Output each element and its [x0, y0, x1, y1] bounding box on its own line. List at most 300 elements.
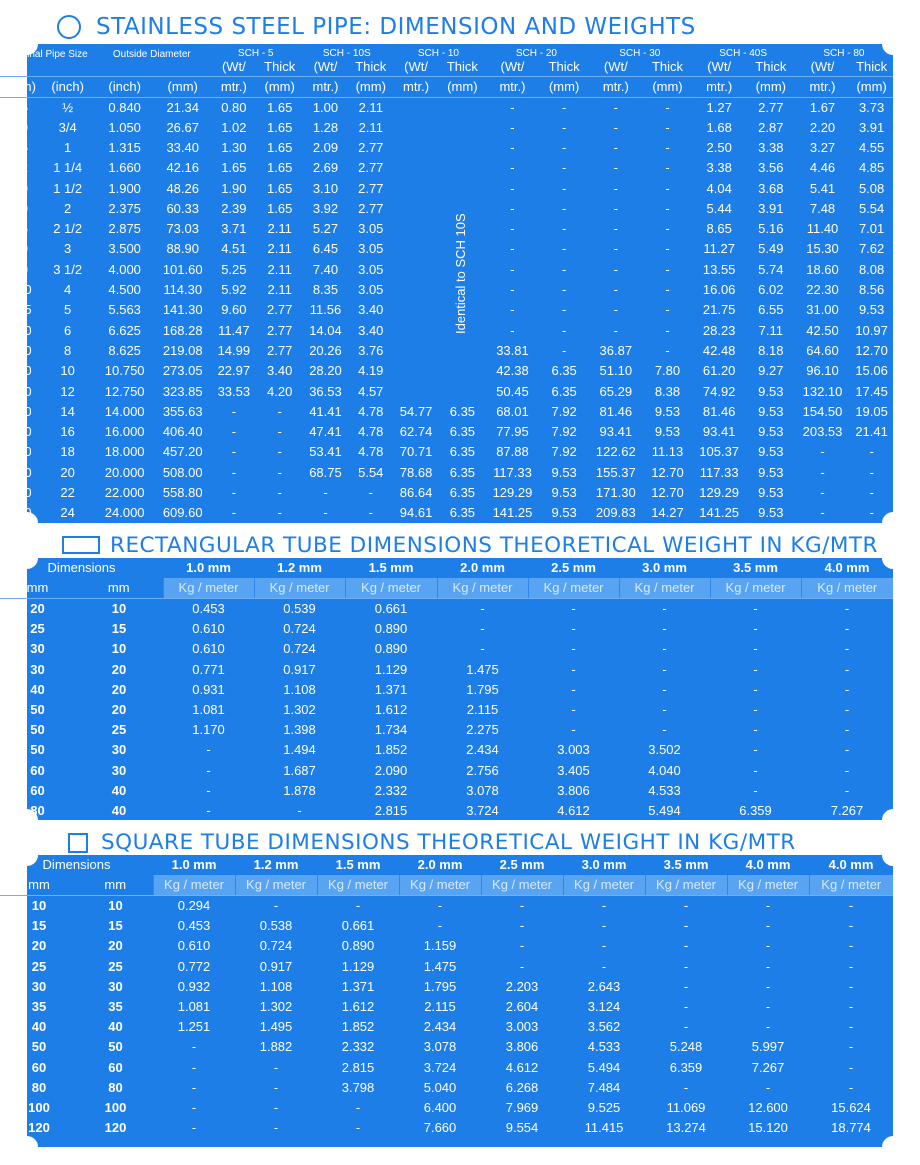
table-cell: -: [613, 322, 618, 338]
table-cell: 0.538: [259, 918, 293, 934]
table-cell: -: [665, 342, 670, 358]
table-cell: 3.56: [758, 160, 784, 176]
table-cell: 0.453: [192, 601, 225, 617]
table-cell: -: [820, 505, 825, 521]
table-cell: 0.453: [177, 918, 211, 934]
table-cell: 11.56: [309, 302, 342, 318]
table-cell: 273.05: [162, 363, 203, 379]
table-cell: 550: [9, 484, 32, 500]
table-cell: -: [844, 601, 850, 617]
table-cell: 18.000: [104, 444, 145, 460]
table-cell: 4.78: [358, 403, 384, 419]
table-cell: 78.68: [399, 464, 433, 480]
table-cell: -: [844, 702, 850, 718]
table-cell: 93.41: [599, 424, 633, 440]
table-cell: 6: [64, 322, 72, 338]
dimension-unit: mm: [0, 875, 78, 896]
table-cell: 93.41: [702, 424, 736, 440]
table-row: [0, 1118, 893, 1138]
table-cell: -: [820, 444, 825, 460]
table-cell: 129.29: [699, 484, 740, 500]
table-row: [0, 260, 893, 280]
table-cell: 1.129: [374, 661, 408, 677]
table-cell: 0.771: [192, 661, 225, 677]
table-cell: 3.502: [648, 742, 681, 758]
table-cell: 16.06: [702, 282, 736, 298]
table-cell: 1.612: [341, 999, 375, 1015]
table-cell: -: [869, 444, 874, 460]
pipe-header-blank: [0, 60, 210, 76]
table-cell: 62.74: [399, 424, 433, 440]
table-cell: 5.54: [358, 464, 384, 480]
table-cell: 65.29: [599, 383, 633, 399]
table-cell: 1.65: [267, 180, 293, 196]
table-cell: 0.772: [177, 958, 211, 974]
table-cell: 5.54: [858, 200, 885, 216]
table-cell: [440, 97, 485, 118]
table-cell: 2.09: [312, 139, 339, 155]
table-cell: 21.75: [702, 302, 736, 318]
pipe-header-unit: (mm): [644, 76, 692, 97]
table-cell: 6.55: [758, 302, 784, 318]
table-cell: 7.267: [830, 802, 864, 818]
table-cell: -: [613, 139, 618, 155]
table-cell: -: [206, 762, 211, 778]
table-cell: 154.50: [802, 403, 843, 419]
table-cell: 3.40: [267, 363, 293, 379]
table-cell: -: [848, 938, 854, 954]
table-cell: 14.04: [309, 322, 342, 338]
table-cell: -: [510, 261, 515, 277]
table-cell: 87.88: [496, 444, 529, 460]
pipe-header-group: Outside Diameter: [112, 49, 191, 60]
table-row: [0, 1017, 893, 1037]
table-cell: 14: [60, 403, 75, 419]
table-cell: -: [191, 1099, 197, 1115]
table-cell: 114.30: [163, 282, 203, 298]
pipe-header-unit: mtr.): [795, 76, 850, 97]
table-cell: -: [662, 681, 667, 697]
table-cell: -: [844, 722, 850, 738]
table-cell: -: [510, 180, 515, 196]
table-cell: 20: [30, 601, 45, 617]
table-cell: 2.815: [374, 802, 408, 818]
table-cell: 68.75: [309, 464, 342, 480]
table-cell: -: [601, 958, 607, 974]
table-cell: 10.750: [104, 363, 145, 379]
pipe-header-unit: mtr.): [210, 76, 258, 97]
table-cell: 15.06: [855, 363, 888, 379]
table-cell: 18.774: [831, 1120, 871, 1136]
dimension-unit: mm: [0, 578, 75, 599]
table-cell: 6.35: [449, 484, 476, 500]
table-cell: 209.83: [595, 505, 636, 521]
table-cell: -: [869, 505, 874, 521]
table-cell: 41.41: [309, 403, 342, 419]
table-cell: -: [277, 444, 282, 460]
table-cell: 64.60: [806, 342, 839, 358]
table-cell: 323.85: [162, 383, 203, 399]
table-cell: 3.078: [466, 782, 499, 798]
table-cell: 2.77: [358, 180, 384, 196]
table-cell: -: [662, 621, 667, 637]
table-cell: 32: [13, 160, 28, 176]
table-cell: 0.890: [374, 621, 408, 637]
table-cell: 9.60: [221, 302, 247, 318]
table-cell: 1.371: [374, 681, 408, 697]
dimensions-label: Dimensions: [42, 857, 111, 873]
table-row: [0, 463, 893, 483]
table-cell: 1.795: [466, 681, 499, 697]
square-icon: [68, 833, 88, 853]
table-cell: -: [355, 898, 361, 914]
table-cell: 3.003: [505, 1019, 539, 1035]
table-cell: 558.80: [162, 484, 203, 500]
table-cell: -: [613, 261, 618, 277]
table-row: [0, 619, 893, 639]
table-cell: 0.610: [192, 621, 225, 637]
table-cell: [392, 300, 440, 320]
table-cell: 3.73: [858, 99, 885, 115]
table-cell: -: [665, 160, 670, 176]
pipe-header-unit: (mm): [540, 76, 588, 97]
table-cell: -: [753, 661, 758, 677]
table-cell: 2.11: [358, 119, 383, 135]
table-cell: 5.997: [751, 1039, 785, 1055]
table-cell: -: [613, 302, 618, 318]
table-row: [0, 341, 893, 361]
table-cell: 2.11: [267, 261, 292, 277]
table-cell: 203.53: [802, 424, 843, 440]
table-cell: -: [437, 898, 443, 914]
table-cell: -: [753, 742, 758, 758]
table-cell: 141.25: [492, 505, 533, 521]
table-cell: 15: [108, 918, 123, 934]
table-cell: -: [683, 978, 689, 994]
table-cell: 129.29: [492, 484, 533, 500]
table-cell: -: [844, 681, 850, 697]
table-cell: 14.27: [651, 505, 684, 521]
thickness-header: 3.0 mm: [642, 560, 687, 576]
table-cell: 1.612: [374, 702, 408, 718]
table-cell: 4.533: [587, 1039, 621, 1055]
table-cell: -: [601, 898, 607, 914]
table-cell: 6.359: [669, 1059, 703, 1075]
table-cell: 2: [64, 200, 72, 216]
table-cell: 4.04: [706, 180, 732, 196]
table-cell: 20: [60, 464, 75, 480]
table-cell: 12.70: [855, 342, 888, 358]
table-cell: 4.612: [557, 802, 590, 818]
kg-per-meter-label: Kg / meter: [437, 578, 528, 599]
table-cell: 3.124: [587, 999, 621, 1015]
table-cell: -: [662, 641, 667, 657]
table-cell: 20: [108, 938, 123, 954]
table-cell: 9.53: [654, 403, 681, 419]
table-cell: 1.050: [108, 119, 141, 135]
table-cell: 96.10: [806, 363, 839, 379]
table-cell: 9.27: [758, 363, 784, 379]
table-row: [0, 97, 893, 118]
table-cell: 18: [60, 444, 75, 460]
table-cell: -: [665, 322, 670, 338]
table-row: [0, 660, 893, 680]
thickness-header: 3.5 mm: [733, 560, 778, 576]
table-cell: 122.62: [595, 444, 636, 460]
table-cell: [440, 361, 485, 381]
table-cell: 1.67: [809, 99, 836, 115]
table-cell: 40: [13, 180, 28, 196]
table-cell: 1.081: [192, 702, 225, 718]
table-cell: 7.11: [758, 322, 783, 338]
table-cell: 5.563: [108, 302, 141, 318]
table-cell: -: [510, 119, 515, 135]
table-cell: 1.878: [283, 782, 316, 798]
table-cell: 40: [30, 681, 45, 697]
pipe-title: STAINLESS STEEL PIPE: DIMENSION AND WEIGHTS: [96, 14, 696, 40]
table-cell: -: [753, 762, 758, 778]
table-cell: -: [571, 702, 576, 718]
table-cell: -: [561, 282, 567, 298]
table-cell: 2.77: [358, 200, 384, 216]
table-cell: [440, 118, 485, 138]
table-cell: 3.724: [423, 1059, 457, 1075]
table-row: [0, 720, 893, 740]
table-cell: 2.87: [758, 119, 784, 135]
table-cell: -: [510, 160, 515, 176]
table-cell: 5.494: [648, 802, 681, 818]
table-cell: 6.02: [758, 282, 784, 298]
table-row: [0, 361, 893, 381]
table-cell: 457.20: [162, 444, 203, 460]
table-cell: 77.95: [496, 424, 529, 440]
pipe-header-group: SCH - 10S: [322, 48, 371, 59]
table-cell: 132.10: [802, 383, 843, 399]
pipe-header-group: SCH - 30: [619, 48, 661, 59]
table-cell: -: [480, 641, 485, 657]
table-cell: -: [510, 200, 515, 216]
pipe-header-unit: (inch): [42, 76, 94, 97]
table-cell: 5.74: [758, 261, 784, 277]
table-cell: 11.069: [666, 1099, 706, 1115]
table-cell: 100: [28, 1099, 50, 1115]
table-cell: -: [848, 918, 854, 934]
table-cell: -: [273, 898, 279, 914]
table-cell: [392, 239, 440, 259]
thickness-header: 1.2 mm: [277, 560, 322, 576]
table-cell: 3.91: [758, 200, 784, 216]
table-cell: 1.65: [267, 139, 293, 155]
table-cell: 80: [13, 241, 28, 257]
table-cell: -: [765, 999, 771, 1015]
table-cell: 5.040: [423, 1079, 457, 1095]
table-cell: 6.35: [551, 383, 577, 399]
table-cell: 2.69: [312, 160, 339, 176]
table-cell: 141.30: [162, 302, 203, 318]
table-cell: 400: [9, 424, 32, 440]
table-cell: 2.332: [374, 782, 408, 798]
table-cell: 47.41: [309, 424, 342, 440]
table-cell: 8.35: [312, 282, 339, 298]
pipe-header-thick: Thick: [446, 59, 478, 74]
table-cell: 3.05: [358, 261, 384, 277]
table-cell: -: [753, 681, 758, 697]
table-cell: 9.525: [587, 1099, 621, 1115]
table-cell: 11.27: [703, 241, 735, 257]
pipe-header-unit: mtr.): [392, 76, 440, 97]
table-cell: 40: [111, 782, 127, 798]
table-cell: 2.77: [267, 342, 293, 358]
table-cell: 33.53: [217, 383, 251, 399]
table-cell: -: [665, 221, 670, 237]
table-cell: 2.11: [267, 241, 292, 257]
table-cell: 3/4: [58, 119, 77, 135]
pipe-table: [0, 44, 893, 523]
table-cell: 3.76: [358, 342, 384, 358]
table-cell: 3.405: [557, 762, 590, 778]
pipe-header-unit: (mm): [349, 76, 392, 97]
dimensions-label: Dimensions: [47, 560, 116, 576]
table-cell: -: [561, 322, 567, 338]
table-cell: -: [206, 802, 211, 818]
table-cell: 14.000: [104, 403, 145, 419]
table-cell: 1.251: [177, 1019, 211, 1035]
table-row: [0, 381, 893, 401]
table-cell: 30: [111, 742, 127, 758]
pipe-header-unit: mtr.): [485, 76, 540, 97]
table-cell: 3.10: [312, 180, 339, 196]
table-cell: 11.13: [651, 444, 684, 460]
table-cell: -: [613, 99, 618, 115]
table-cell: 4: [64, 282, 72, 298]
thickness-header: 4.0 mm: [828, 857, 874, 873]
table-cell: 7.660: [423, 1120, 457, 1136]
table-cell: 3.078: [423, 1039, 457, 1055]
table-cell: 4.040: [648, 762, 681, 778]
table-cell: -: [519, 898, 525, 914]
table-cell: -: [844, 762, 850, 778]
kg-per-meter-label: Kg / meter: [163, 578, 254, 599]
table-cell: 80: [108, 1079, 123, 1095]
table-cell: 50: [30, 742, 45, 758]
table-cell: 5: [64, 302, 72, 318]
table-cell: -: [765, 918, 771, 934]
table-row: [0, 997, 893, 1017]
table-cell: [392, 341, 440, 361]
thickness-header: 4.0 mm: [824, 560, 870, 576]
table-row: [0, 1098, 893, 1118]
table-cell: 1.882: [259, 1039, 293, 1055]
table-cell: -: [662, 702, 667, 718]
table-cell: 1.660: [108, 160, 141, 176]
table-cell: 10: [60, 363, 75, 379]
table-cell: 10: [108, 898, 123, 914]
table-cell: 5.44: [706, 200, 732, 216]
pipe-header-group: SCH - 20: [515, 48, 557, 59]
table-cell: 20: [111, 702, 127, 718]
table-cell: -: [510, 302, 515, 318]
table-cell: -: [844, 782, 850, 798]
table-cell: 10: [111, 641, 127, 657]
table-cell: -: [561, 200, 567, 216]
dimension-unit: mm: [78, 875, 153, 896]
table-cell: 105.37: [699, 444, 740, 460]
identical-note: Identical to SCH 10S: [453, 213, 468, 334]
table-cell: 42.50: [806, 322, 839, 338]
table-cell: -: [662, 722, 667, 738]
table-cell: 4.20: [267, 383, 293, 399]
table-cell: -: [601, 938, 607, 954]
table-cell: [392, 138, 440, 158]
table-cell: 7.484: [587, 1079, 621, 1095]
table-cell: 508.00: [162, 464, 203, 480]
table-cell: 9.53: [758, 403, 784, 419]
table-cell: 9.53: [758, 464, 784, 480]
table-cell: -: [273, 1099, 279, 1115]
table-cell: -: [519, 918, 525, 934]
table-cell: 1.475: [466, 661, 499, 677]
table-cell: 18.60: [806, 261, 839, 277]
table-cell: [392, 381, 440, 401]
table-cell: 13.55: [702, 261, 736, 277]
thickness-header: 4.0 mm: [745, 857, 791, 873]
table-cell: -: [765, 898, 771, 914]
pipe-header-thick: Thick: [755, 59, 787, 74]
table-cell: -: [355, 1099, 361, 1115]
pipe-header-weight: (Wt/: [404, 59, 428, 74]
table-cell: 50.45: [496, 383, 529, 399]
table-cell: 7.92: [551, 424, 577, 440]
table-cell: -: [277, 484, 282, 500]
table-cell: 25: [13, 139, 28, 155]
table-cell: [440, 138, 485, 158]
table-cell: 7.48: [809, 200, 836, 216]
pipe-header-thick: Thick: [264, 59, 296, 74]
table-cell: 5.494: [587, 1059, 621, 1075]
thickness-header: 3.5 mm: [663, 857, 709, 873]
table-cell: 2.203: [505, 978, 539, 994]
table-cell: -: [848, 999, 854, 1015]
table-cell: 33.81: [496, 342, 529, 358]
table-cell: 61.20: [702, 363, 736, 379]
table-cell: 60: [30, 782, 45, 798]
table-cell: 8.625: [108, 342, 141, 358]
table-cell: -: [665, 302, 670, 318]
pipe-header-group: SCH - 5: [237, 48, 274, 59]
table-cell: 1.900: [108, 180, 141, 196]
table-cell: 10.97: [855, 322, 888, 338]
table-cell: -: [765, 1079, 771, 1095]
table-cell: 3.798: [341, 1079, 375, 1095]
table-cell: 3.806: [557, 782, 590, 798]
thickness-header: 1.0 mm: [171, 857, 217, 873]
table-cell: 6.35: [449, 505, 476, 521]
table-cell: -: [571, 681, 576, 697]
table-cell: 24.000: [104, 505, 145, 521]
table-cell: 4.55: [858, 139, 885, 155]
table-cell: 141.25: [699, 505, 740, 521]
table-row: [0, 896, 893, 917]
table-cell: 74.92: [702, 383, 736, 399]
table-cell: 2.11: [358, 99, 383, 115]
table-cell: 20: [111, 681, 127, 697]
table-cell: -: [844, 621, 850, 637]
table-cell: -: [277, 505, 282, 521]
table-cell: 0.80: [221, 99, 247, 115]
kg-per-meter-label: Kg / meter: [801, 578, 893, 599]
kg-per-meter-label: Kg / meter: [235, 875, 317, 896]
thickness-header: 2.5 mm: [551, 560, 596, 576]
